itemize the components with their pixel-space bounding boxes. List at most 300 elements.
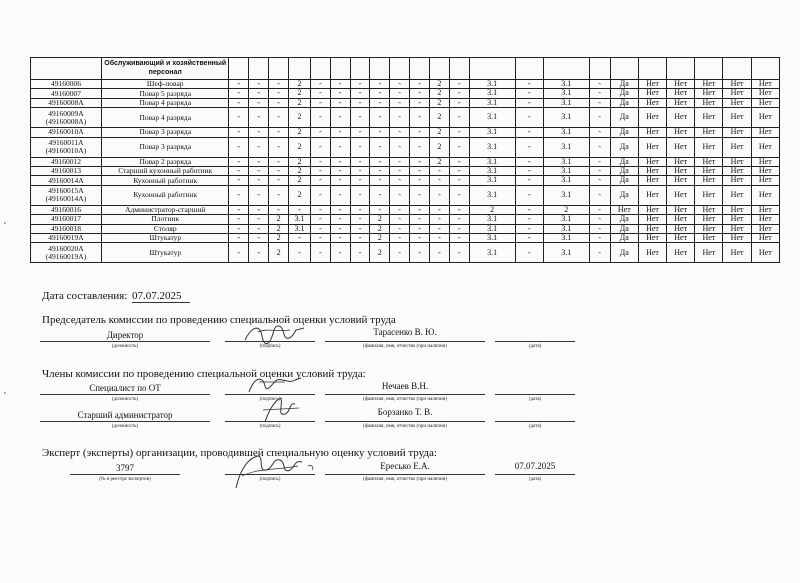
- table-cell: -: [229, 205, 249, 214]
- table-cell: -: [515, 233, 543, 242]
- table-cell: -: [449, 166, 469, 175]
- table-cell: Нет: [667, 176, 695, 185]
- table-cell: -: [589, 215, 610, 224]
- table-cell: Нет: [638, 176, 666, 185]
- table-cell: Нет: [695, 185, 723, 205]
- table-cell: -: [310, 185, 330, 205]
- table-cell: -: [410, 89, 430, 98]
- table-cell: -: [370, 166, 390, 175]
- table-cell: Нет: [667, 89, 695, 98]
- table-row: [31, 166, 780, 175]
- table-cell: -: [310, 205, 330, 214]
- table-cell: -: [229, 89, 249, 98]
- table-cell: -: [330, 98, 350, 107]
- position-name-cell: Повар 3 разряда: [102, 137, 229, 157]
- workplace-code-cell: 49160015А (49160014А): [31, 185, 102, 205]
- table-cell: -: [310, 137, 330, 157]
- workplace-code-cell: 49160012: [31, 157, 102, 166]
- table-cell: Да: [610, 243, 638, 263]
- expert-name: Ересько Е.А.: [380, 461, 430, 471]
- table-cell: -: [370, 157, 390, 166]
- table-cell: Да: [610, 89, 638, 98]
- table-cell: -: [310, 80, 330, 89]
- table-row: [31, 108, 780, 128]
- table-cell: -: [449, 137, 469, 157]
- table-row: [31, 233, 780, 242]
- table-cell: Нет: [695, 137, 723, 157]
- table-cell: Нет: [667, 137, 695, 157]
- table-cell: Нет: [723, 157, 751, 166]
- table-cell: 2: [269, 215, 289, 224]
- table-cell: -: [410, 98, 430, 107]
- table-cell: [310, 58, 330, 80]
- table-cell: -: [410, 157, 430, 166]
- table-cell: -: [350, 157, 370, 166]
- table-cell: Нет: [638, 224, 666, 233]
- table-cell: Нет: [610, 205, 638, 214]
- table-cell: Нет: [723, 215, 751, 224]
- table-cell: [469, 58, 515, 80]
- table-cell: -: [390, 205, 410, 214]
- table-cell: Нет: [638, 157, 666, 166]
- table-cell: [695, 58, 723, 80]
- table-cell: -: [589, 157, 610, 166]
- table-cell: -: [350, 137, 370, 157]
- table-cell: [449, 58, 469, 80]
- member2-name: Борзанко Т. В.: [377, 407, 433, 417]
- member1-name: Нечаев В.Н.: [381, 381, 429, 391]
- table-cell: 2: [429, 89, 449, 98]
- table-cell: -: [370, 137, 390, 157]
- table-cell: Да: [610, 233, 638, 242]
- table-cell: -: [449, 176, 469, 185]
- table-cell: 2: [429, 98, 449, 107]
- table-cell: Нет: [638, 80, 666, 89]
- table-row: [31, 205, 780, 214]
- chairman-position: Директор: [106, 330, 144, 340]
- table-cell: 2: [269, 243, 289, 263]
- chairman-name: Тарасенко В. Ю.: [373, 327, 437, 337]
- table-cell: -: [429, 205, 449, 214]
- compile-date-label: Дата составления:: [42, 290, 128, 302]
- table-cell: Да: [610, 98, 638, 107]
- table-cell: Нет: [667, 224, 695, 233]
- table-cell: -: [330, 224, 350, 233]
- expert-registry-no: 3797: [116, 463, 134, 473]
- table-cell: -: [330, 243, 350, 263]
- table-cell: -: [249, 185, 269, 205]
- table-cell: Нет: [638, 128, 666, 137]
- table-cell: -: [515, 108, 543, 128]
- table-cell: Да: [610, 166, 638, 175]
- table-cell: -: [589, 233, 610, 242]
- table-cell: Нет: [667, 185, 695, 205]
- table-cell: Нет: [695, 80, 723, 89]
- table-cell: 2: [429, 128, 449, 137]
- table-cell: 2: [429, 137, 449, 157]
- workplace-code-cell: [31, 58, 102, 80]
- table-cell: -: [249, 98, 269, 107]
- table-cell: -: [410, 243, 430, 263]
- table-cell: -: [515, 224, 543, 233]
- table-cell: -: [589, 108, 610, 128]
- table-cell: -: [229, 80, 249, 89]
- table-cell: -: [350, 98, 370, 107]
- table-cell: -: [370, 128, 390, 137]
- table-cell: -: [310, 176, 330, 185]
- table-cell: -: [330, 205, 350, 214]
- table-cell: -: [390, 137, 410, 157]
- table-cell: -: [310, 224, 330, 233]
- table-cell: Нет: [667, 98, 695, 107]
- table-cell: -: [249, 215, 269, 224]
- position-name-cell: Плотник: [102, 215, 229, 224]
- expert-heading: Эксперт (эксперты) организации, проводившей специальную оценку условий труда:: [42, 447, 437, 459]
- table-cell: [589, 58, 610, 80]
- table-cell: Нет: [695, 128, 723, 137]
- table-cell: Нет: [723, 224, 751, 233]
- table-cell: -: [429, 243, 449, 263]
- table-cell: 2: [370, 215, 390, 224]
- table-cell: Нет: [751, 243, 779, 263]
- table-cell: 2: [289, 166, 311, 175]
- position-name-cell: Повар 4 разряда: [102, 98, 229, 107]
- workplace-code-cell: 49160006: [31, 80, 102, 89]
- table-cell: -: [410, 137, 430, 157]
- table-cell: Нет: [638, 89, 666, 98]
- table-cell: 3.1: [469, 128, 515, 137]
- binding-hole: [4, 392, 6, 394]
- table-cell: -: [229, 108, 249, 128]
- table-cell: [330, 58, 350, 80]
- table-cell: -: [589, 80, 610, 89]
- table-cell: -: [410, 185, 430, 205]
- table-cell: -: [289, 243, 311, 263]
- table-cell: 3.1: [469, 185, 515, 205]
- table-cell: Нет: [751, 80, 779, 89]
- table-cell: 3.1: [469, 166, 515, 175]
- table-cell: 2: [289, 157, 311, 166]
- table-cell: -: [350, 233, 370, 242]
- table-cell: -: [515, 137, 543, 157]
- table-cell: Нет: [751, 185, 779, 205]
- table-cell: 3.1: [543, 157, 589, 166]
- table-cell: -: [330, 137, 350, 157]
- table-cell: 2: [289, 80, 311, 89]
- table-row: [31, 224, 780, 233]
- table-cell: -: [449, 89, 469, 98]
- table-cell: -: [515, 205, 543, 214]
- table-cell: Да: [610, 176, 638, 185]
- table-cell: -: [390, 215, 410, 224]
- table-cell: Да: [610, 224, 638, 233]
- table-cell: -: [269, 205, 289, 214]
- table-cell: Нет: [638, 185, 666, 205]
- table-cell: -: [589, 243, 610, 263]
- table-cell: -: [269, 176, 289, 185]
- table-row: [31, 157, 780, 166]
- table-cell: -: [589, 185, 610, 205]
- table-cell: -: [515, 128, 543, 137]
- table-cell: [229, 58, 249, 80]
- table-cell: 3.1: [543, 185, 589, 205]
- table-cell: -: [390, 128, 410, 137]
- table-cell: -: [370, 98, 390, 107]
- table-cell: Нет: [695, 205, 723, 214]
- table-cell: [249, 58, 269, 80]
- table-cell: 3.1: [469, 224, 515, 233]
- table-cell: Нет: [723, 108, 751, 128]
- table-cell: 2: [289, 137, 311, 157]
- table-cell: -: [330, 80, 350, 89]
- table-cell: -: [350, 108, 370, 128]
- table-cell: 2: [289, 185, 311, 205]
- table-cell: Нет: [751, 233, 779, 242]
- table-cell: -: [370, 176, 390, 185]
- table-cell: -: [429, 185, 449, 205]
- table-cell: -: [390, 243, 410, 263]
- table-cell: -: [390, 108, 410, 128]
- table-cell: Нет: [667, 233, 695, 242]
- table-cell: -: [589, 89, 610, 98]
- table-cell: Да: [610, 137, 638, 157]
- table-cell: -: [229, 233, 249, 242]
- table-cell: -: [449, 243, 469, 263]
- table-cell: -: [410, 80, 430, 89]
- table-cell: [543, 58, 589, 80]
- table-cell: -: [229, 137, 249, 157]
- date-caption: (дата): [528, 344, 542, 349]
- table-cell: -: [249, 166, 269, 175]
- position-caption: (должность): [111, 344, 139, 349]
- table-cell: [610, 58, 638, 80]
- table-cell: Нет: [638, 108, 666, 128]
- table-cell: -: [249, 80, 269, 89]
- table-cell: 3.1: [543, 80, 589, 89]
- table-cell: -: [229, 166, 249, 175]
- table-cell: -: [515, 243, 543, 263]
- workplace-code-cell: 49160011А (49160010А): [31, 137, 102, 157]
- table-cell: -: [449, 98, 469, 107]
- expert-date: 07.07.2025: [514, 461, 556, 471]
- table-cell: -: [515, 215, 543, 224]
- table-cell: -: [449, 185, 469, 205]
- table-cell: -: [449, 215, 469, 224]
- table-cell: -: [589, 224, 610, 233]
- table-cell: -: [350, 185, 370, 205]
- fio-caption: (фамилия, имя, отчество (при наличии): [363, 344, 447, 349]
- table-cell: -: [350, 128, 370, 137]
- table-cell: -: [390, 166, 410, 175]
- table-cell: -: [310, 89, 330, 98]
- table-cell: Да: [610, 157, 638, 166]
- table-cell: 3.1: [543, 128, 589, 137]
- table-cell: -: [410, 205, 430, 214]
- table-cell: Нет: [638, 205, 666, 214]
- workplace-code-cell: 49160008А: [31, 98, 102, 107]
- table-row: [31, 89, 780, 98]
- table-cell: Нет: [695, 176, 723, 185]
- table-cell: -: [269, 157, 289, 166]
- table-cell: Да: [610, 80, 638, 89]
- table-cell: -: [269, 137, 289, 157]
- table-cell: -: [310, 166, 330, 175]
- table-cell: -: [370, 89, 390, 98]
- table-cell: 3.1: [469, 108, 515, 128]
- table-cell: -: [390, 157, 410, 166]
- table-cell: 3.1: [543, 233, 589, 242]
- table-cell: -: [249, 176, 269, 185]
- table-cell: -: [269, 80, 289, 89]
- table-cell: -: [310, 215, 330, 224]
- table-cell: -: [269, 89, 289, 98]
- compile-date-value: 07.07.2025: [132, 290, 190, 303]
- table-cell: -: [350, 166, 370, 175]
- table-cell: Нет: [667, 243, 695, 263]
- table-cell: Нет: [723, 89, 751, 98]
- table-cell: [350, 58, 370, 80]
- table-row: [31, 98, 780, 107]
- table-cell: Нет: [695, 233, 723, 242]
- table-cell: -: [370, 205, 390, 214]
- table-cell: -: [330, 89, 350, 98]
- table-cell: Да: [610, 185, 638, 205]
- table-cell: 3.1: [543, 224, 589, 233]
- table-cell: Нет: [723, 128, 751, 137]
- table-cell: 2: [469, 205, 515, 214]
- table-cell: -: [269, 166, 289, 175]
- table-cell: -: [330, 108, 350, 128]
- table-cell: -: [229, 176, 249, 185]
- table-cell: Нет: [723, 176, 751, 185]
- table-cell: Нет: [667, 157, 695, 166]
- table-cell: -: [429, 176, 449, 185]
- position-name-cell: Штукатур: [102, 233, 229, 242]
- table-cell: -: [229, 224, 249, 233]
- table-cell: -: [410, 233, 430, 242]
- table-cell: Нет: [695, 98, 723, 107]
- table-cell: Нет: [695, 157, 723, 166]
- table-cell: Нет: [751, 137, 779, 157]
- table-cell: Нет: [638, 98, 666, 107]
- table-cell: [410, 58, 430, 80]
- table-cell: -: [515, 98, 543, 107]
- signature-caption: (подпись): [259, 344, 281, 349]
- table-cell: -: [449, 205, 469, 214]
- registry-caption: (№ в реестре экспертов): [99, 477, 151, 482]
- table-cell: Нет: [751, 166, 779, 175]
- table-cell: -: [429, 233, 449, 242]
- table-cell: 2: [543, 205, 589, 214]
- table-cell: [370, 58, 390, 80]
- table-cell: -: [449, 80, 469, 89]
- table-cell: -: [370, 185, 390, 205]
- table-cell: 3.1: [469, 215, 515, 224]
- table-cell: 3.1: [543, 215, 589, 224]
- table-cell: 3.1: [469, 176, 515, 185]
- table-cell: 3.1: [543, 166, 589, 175]
- table-cell: 3.1: [543, 137, 589, 157]
- table-cell: -: [589, 137, 610, 157]
- table-cell: -: [410, 224, 430, 233]
- workplace-code-cell: 49160016: [31, 205, 102, 214]
- table-cell: 2: [289, 128, 311, 137]
- table-cell: Нет: [667, 128, 695, 137]
- position-name-cell: Повар 4 разряда: [102, 108, 229, 128]
- table-cell: Нет: [667, 215, 695, 224]
- table-cell: 3.1: [469, 80, 515, 89]
- table-cell: 3.1: [543, 243, 589, 263]
- table-cell: -: [515, 80, 543, 89]
- table-cell: -: [249, 224, 269, 233]
- table-cell: -: [289, 233, 311, 242]
- table-cell: -: [310, 108, 330, 128]
- table-cell: Нет: [695, 224, 723, 233]
- table-cell: 3.1: [543, 89, 589, 98]
- table-cell: [289, 58, 311, 80]
- table-cell: -: [330, 166, 350, 175]
- table-cell: 2: [289, 89, 311, 98]
- table-cell: [515, 58, 543, 80]
- table-cell: Нет: [638, 166, 666, 175]
- table-cell: -: [229, 128, 249, 137]
- position-name-cell: Старший кухонный работник: [102, 166, 229, 175]
- position-name-cell: Администратор-старший: [102, 205, 229, 214]
- table-cell: -: [449, 157, 469, 166]
- table-cell: -: [410, 215, 430, 224]
- workplace-code-cell: 49160013: [31, 166, 102, 175]
- table-cell: -: [449, 224, 469, 233]
- table-row: [31, 176, 780, 185]
- table-cell: -: [350, 205, 370, 214]
- workplace-code-cell: 49160014А: [31, 176, 102, 185]
- position-name-cell: Столяр: [102, 224, 229, 233]
- table-row: [31, 137, 780, 157]
- table-cell: -: [589, 176, 610, 185]
- table-group-header-row: [31, 58, 780, 80]
- table-cell: Нет: [723, 205, 751, 214]
- table-cell: 2: [429, 80, 449, 89]
- table-cell: Нет: [723, 233, 751, 242]
- table-cell: -: [515, 89, 543, 98]
- position-name-cell: Повар 3 разряда: [102, 128, 229, 137]
- table-cell: -: [390, 98, 410, 107]
- position-name-cell: Обслуживающий и хозяйственный персонал: [102, 58, 229, 80]
- table-cell: 3.1: [543, 176, 589, 185]
- table-cell: -: [589, 205, 610, 214]
- table-cell: -: [350, 243, 370, 263]
- table-cell: 3.1: [469, 89, 515, 98]
- table-cell: -: [515, 157, 543, 166]
- table-cell: -: [229, 157, 249, 166]
- binding-hole: [4, 222, 6, 224]
- table-cell: -: [515, 185, 543, 205]
- table-cell: -: [330, 128, 350, 137]
- table-cell: -: [249, 108, 269, 128]
- position-name-cell: Повар 2 разряда: [102, 157, 229, 166]
- workplace-code-cell: 49160007: [31, 89, 102, 98]
- table-cell: -: [249, 205, 269, 214]
- table-cell: Нет: [695, 89, 723, 98]
- table-cell: -: [310, 243, 330, 263]
- table-cell: Нет: [723, 185, 751, 205]
- table-row: [31, 80, 780, 89]
- table-cell: [667, 58, 695, 80]
- table-cell: -: [410, 166, 430, 175]
- table-cell: Нет: [695, 108, 723, 128]
- table-cell: -: [350, 80, 370, 89]
- member2-signature: [255, 396, 305, 426]
